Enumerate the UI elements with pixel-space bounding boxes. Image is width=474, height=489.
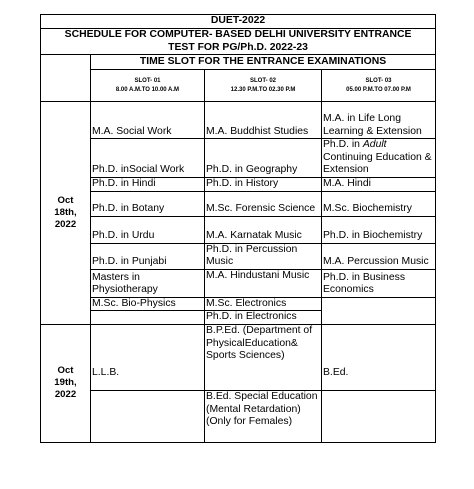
date-month: Oct: [57, 365, 74, 377]
subtitle-line-1: SCHEDULE FOR COMPUTER- BASED DELHI UNIVERSITY ENTRANCE: [64, 29, 412, 40]
slot-03-header: [322, 70, 436, 102]
exam-cell: M.A. Social Work: [91, 102, 205, 139]
table-row: [41, 191, 436, 216]
exam-cell: M.Sc. Forensic Science: [205, 191, 322, 216]
exam-cell: Ph.D. in Urdu: [91, 216, 205, 243]
document-title: DUET-2022: [41, 15, 436, 29]
slot-02-name: SLOT- 02: [249, 77, 276, 84]
exam-cell-empty: [91, 311, 205, 325]
exam-cell: M.Sc. Electronics: [205, 297, 322, 311]
slot-03-time: 05.00 P.M.TO 07.00 P.M: [346, 86, 411, 93]
exam-cell-empty: [322, 297, 436, 324]
exam-cell: M.A. Buddhist Studies: [205, 102, 322, 139]
date-cell-oct-19: [41, 324, 91, 442]
exam-cell: Ph.D. in Botany: [91, 191, 205, 216]
exam-cell: B.Ed. Special Education (Mental Retardation) (Only for Females): [205, 390, 322, 442]
table-row: [41, 216, 436, 243]
slot-03-name: SLOT- 03: [365, 77, 392, 84]
slot-01-name: SLOT- 01: [134, 77, 161, 84]
exam-cell: Ph.D. inSocial Work: [91, 139, 205, 178]
table-row: [41, 102, 436, 139]
table-row: [41, 390, 436, 442]
date-year: 2022: [54, 389, 77, 401]
exam-cell: B.Ed.: [322, 324, 436, 390]
document-subtitle: [41, 29, 436, 55]
slot-02-header: [205, 70, 322, 102]
exam-cell: Ph.D. in Punjabi: [91, 243, 205, 269]
date-month: Oct: [57, 195, 74, 207]
table-row: [41, 177, 436, 191]
exam-cell: Ph.D. in Adult Continuing Education & Extension: [322, 139, 436, 178]
exam-cell: Ph.D. in History: [205, 177, 322, 191]
exam-cell: Ph.D. in Biochemistry: [322, 216, 436, 243]
exam-cell: M.A. in Life Long Learning & Extension: [322, 102, 436, 139]
schedule-document: [40, 14, 435, 489]
table-row: [41, 269, 436, 297]
exam-cell: Ph.D. in Percussion Music: [205, 243, 322, 269]
exam-cell: M.A. Hindi: [322, 177, 436, 191]
exam-cell: M.A. Hindustani Music: [205, 269, 322, 297]
date-day: 19th,: [54, 377, 77, 389]
table-row: [41, 297, 436, 311]
exam-cell: Ph.D. in Hindi: [91, 177, 205, 191]
exam-cell: L.L.B.: [91, 324, 205, 390]
exam-cell: M.Sc. Biochemistry: [322, 191, 436, 216]
time-slot-band: TIME SLOT FOR THE ENTRANCE EXAMINATIONS: [91, 55, 436, 70]
subtitle-line-2: TEST FOR PG/Ph.D. 2022-23: [168, 41, 308, 53]
exam-cell: B.P.Ed. (Department of PhysicalEducation& Sports Sciences): [205, 324, 322, 390]
date-cell-oct-18: [41, 102, 91, 325]
exam-cell: Ph.D. in Business Economics: [322, 269, 436, 297]
exam-cell-empty: [91, 390, 205, 442]
exam-cell: M.Sc. Bio-Physics: [91, 297, 205, 311]
date-year: 2022: [54, 219, 77, 231]
table-row: [41, 139, 436, 178]
table-row: [41, 243, 436, 269]
exam-cell-empty: [322, 390, 436, 442]
slot-02-time: 12.30 P.M.TO 02.30 P.M: [230, 86, 296, 93]
slot-01-time: 8.00 A.M.TO 10.00 A.M: [115, 86, 180, 93]
exam-cell: Ph.D. in Geography: [205, 139, 322, 178]
slot-01-header: [91, 70, 205, 102]
exam-cell: M.A. Percussion Music: [322, 243, 436, 269]
exam-cell: Masters in Physiotherapy: [91, 269, 205, 297]
exam-cell: M.A. Karnatak Music: [205, 216, 322, 243]
schedule-table: [40, 14, 436, 443]
table-row: [41, 324, 436, 390]
date-day: 18th,: [54, 207, 77, 219]
corner-blank-cell: [41, 55, 91, 102]
exam-cell: Ph.D. in Electronics: [205, 311, 322, 325]
